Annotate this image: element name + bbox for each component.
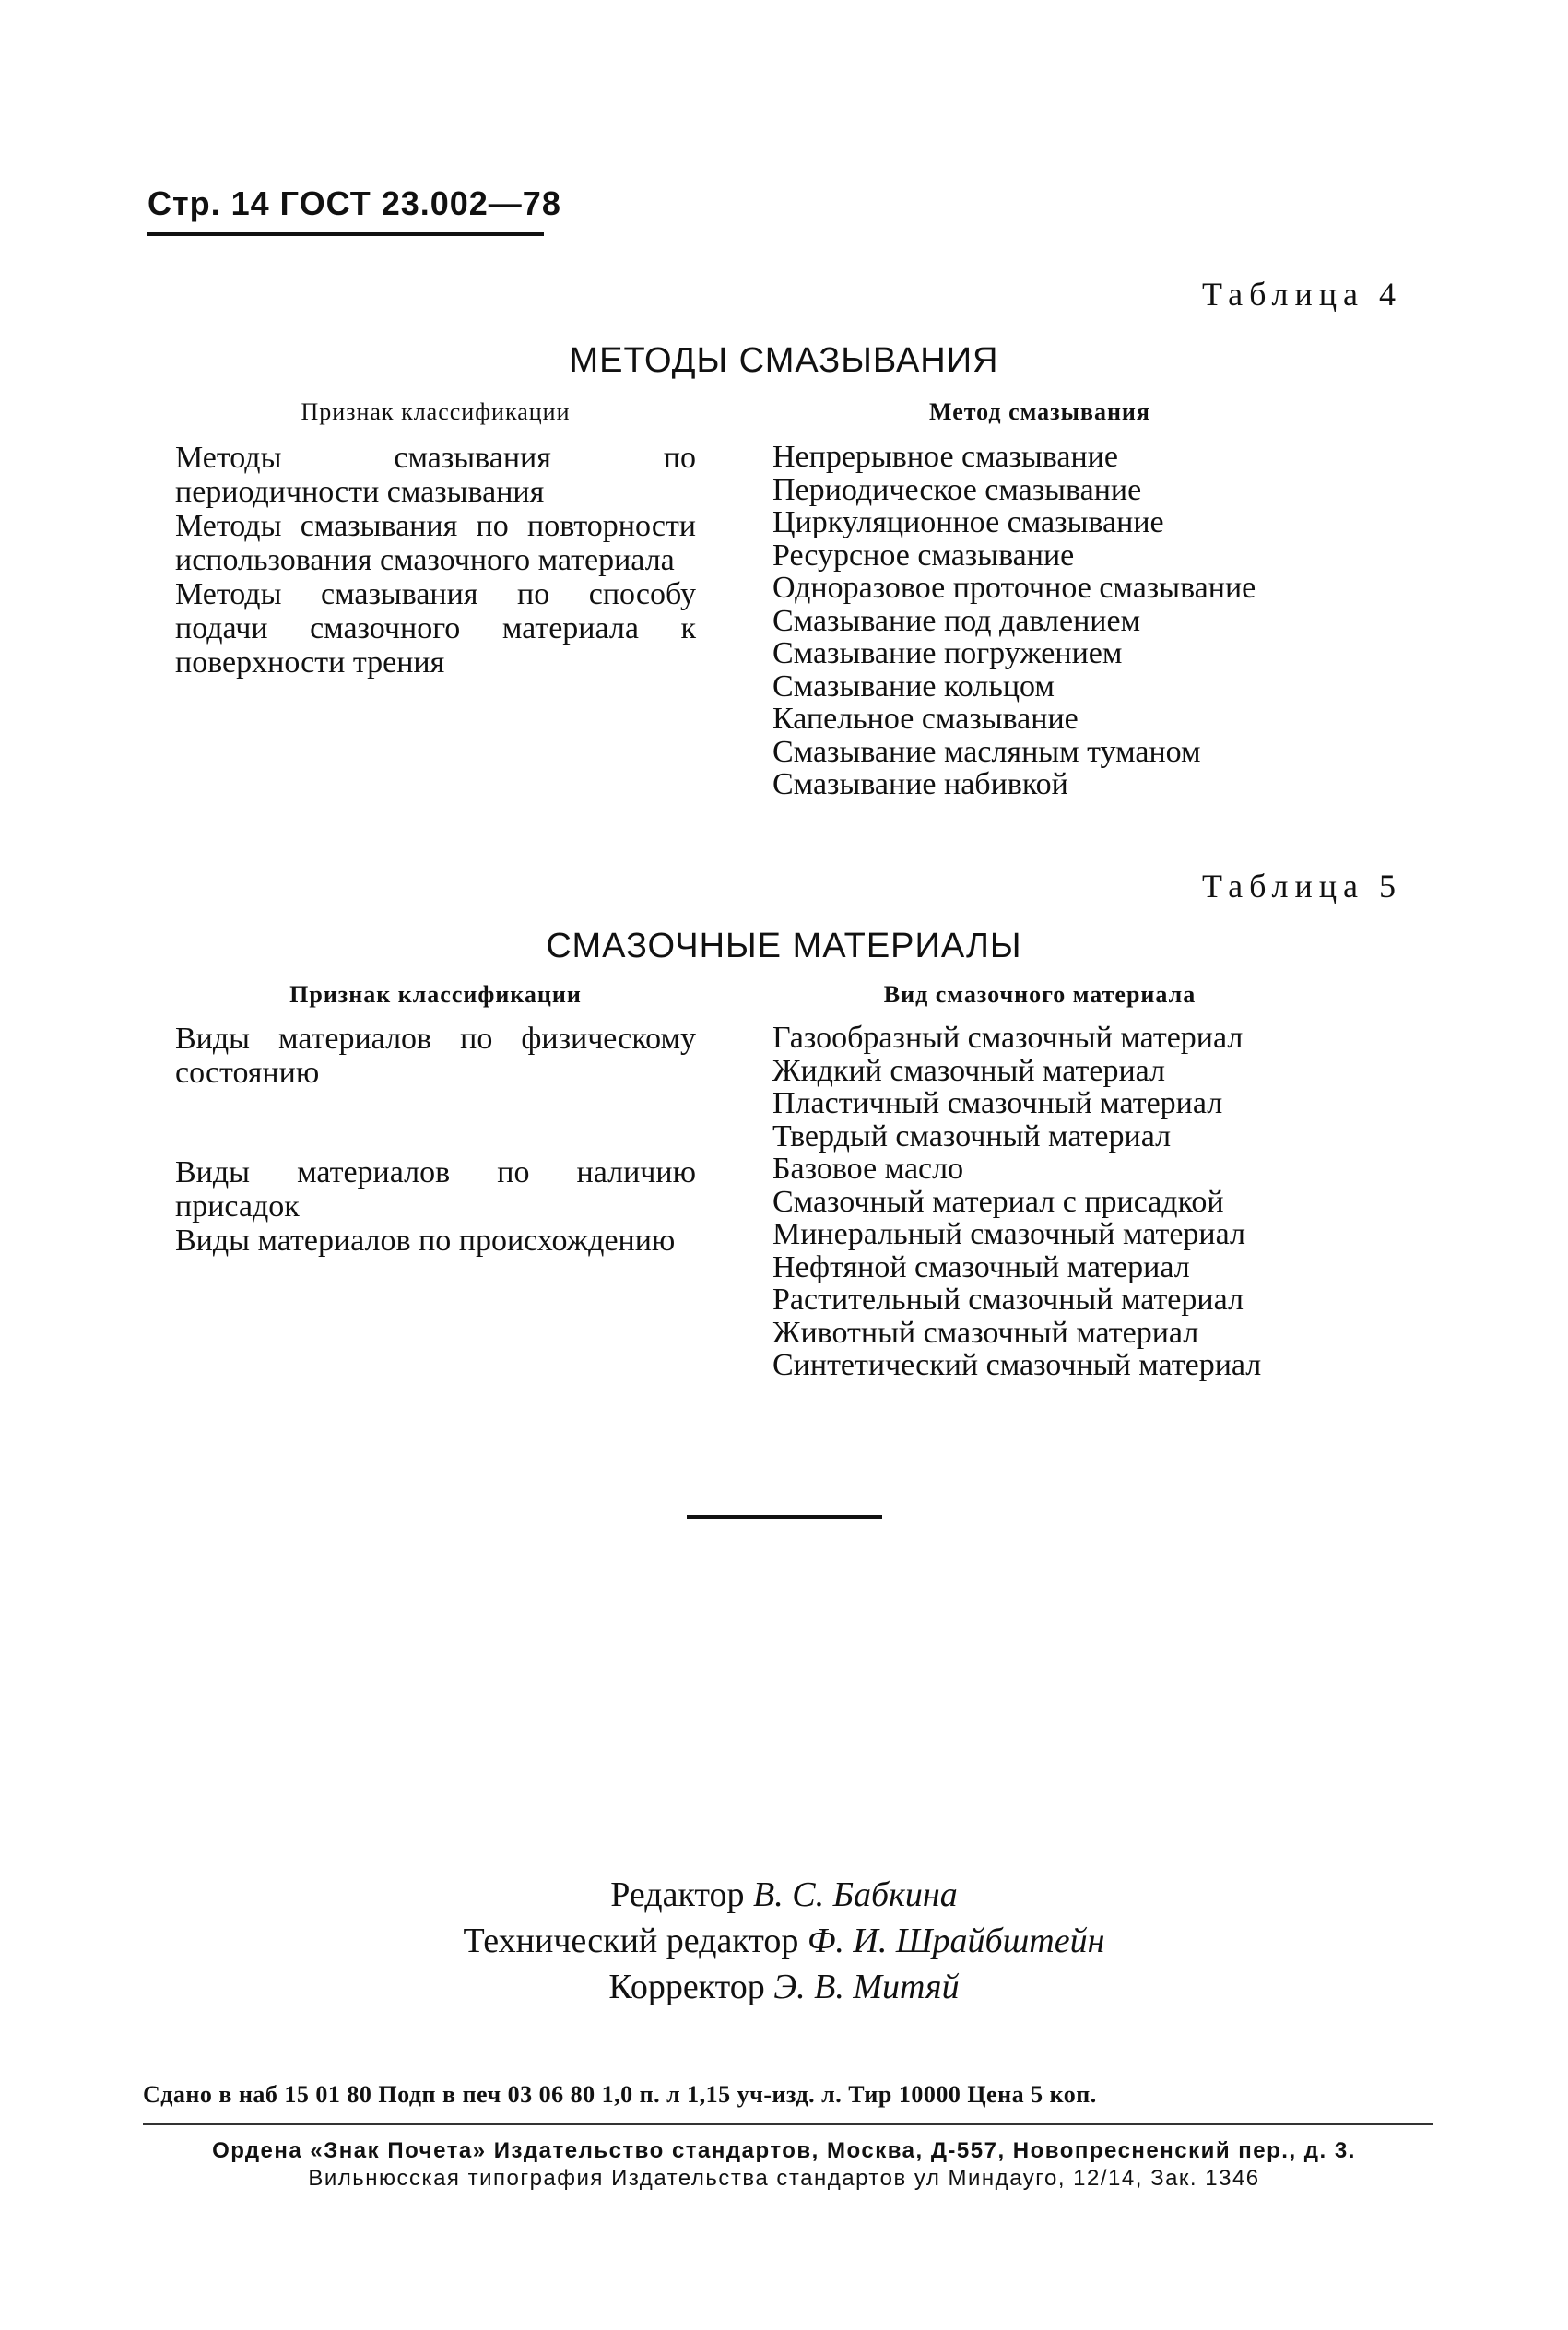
table5-left-column [175,1022,696,1258]
editor-name: В. С. Бабкина [753,1875,958,1914]
page-header: Стр. 14 ГОСТ 23.002—78 [147,184,561,222]
imprint-printer-line: Вильнюсская типография Издательства стандартов ул Миндауго, 12/14, Зак. 1346 [308,2166,1260,2191]
table4-method-item: Ресурсное смазывание [772,538,1075,573]
table4-left-entry: Методы смазывания по способу подачи смазочного материала к поверхности трения [175,577,696,680]
imprint-publisher [0,2137,1568,2193]
imprint-publisher-line: Ордена «Знак Почета» Издательство стандартов, Москва, Д-557, Новопресненский пер., д. 3. [212,2138,1356,2163]
table4-method-item: Циркуляционное смазывание [772,505,1164,539]
table5-left-entry: Виды материалов по физическому состоянию [175,1022,696,1090]
table5-col-right-head: Вид смазочного материала [883,981,1197,1008]
table5-material-item: Растительный смазочный материал [772,1283,1244,1317]
table5-material-item: Синтетический смазочный материал [772,1348,1262,1382]
table4-left-column [175,441,696,680]
corrector-name: Э. В. Митяй [773,1968,960,2006]
table5-left-entry: Виды материалов по происхождению [175,1224,676,1258]
table5-material-item: Нефтяной смазочный материал [772,1249,1190,1284]
header-rule [147,232,544,236]
end-rule [687,1515,882,1519]
table5-material-item: Базовое масло [772,1152,964,1186]
table5-material-item: Животный смазочный материал [772,1315,1199,1350]
table5-col-left-head: Признак классификации [289,981,582,1008]
table5-material-item: Минеральный смазочный материал [772,1217,1245,1251]
table4-left-entry: Методы смазывания по периодичности смазывания [175,441,696,509]
tech-editor-line [0,1918,1568,1964]
table5-material-item: Пластичный смазочный материал [772,1086,1223,1120]
table5-label: Таблица 5 [1202,868,1402,905]
table4-method-item: Смазывание погружением [772,636,1123,670]
table4-method-item: Смазывание масляным туманом [772,734,1201,769]
table4-method-item: Смазывание под давлением [772,603,1141,638]
tech-editor-name: Ф. И. Шрайбштейн [807,1922,1105,1960]
imprint-print-data: Сдано в наб 15 01 80 Подп в печ 03 06 80 1,0 п. л 1,15 уч-изд. л. Тир 10000 Цена 5 коп. [143,2081,1097,2108]
credits-block [0,1872,1568,2010]
table4-col-right-head: Метод смазывания [929,398,1150,425]
table4-left-entry: Методы смазывания по повторности использования смазочного материала [175,509,696,577]
table4-method-item: Одноразовое проточное смазывание [772,571,1256,605]
table5-material-item: Твердый смазочный материал [772,1118,1172,1153]
table4-right-column [772,441,1418,801]
tech-editor-role: Технический редактор [463,1922,799,1960]
table4-method-item: Смазывание набивкой [772,767,1068,801]
table4-method-item: Непрерывное смазывание [772,440,1118,474]
corrector-role: Корректор [608,1968,765,2006]
table5-title: СМАЗОЧНЫЕ МАТЕРИАЛЫ [546,927,1022,965]
imprint-rule [143,2123,1433,2125]
corrector-line [0,1964,1568,2010]
table4-col-left-head: Признак классификации [301,398,571,425]
table5-left-entry: Виды материалов по наличию присадок [175,1155,696,1224]
table5-material-item: Смазочный материал с присадкой [772,1184,1224,1219]
table4-method-item: Периодическое смазывание [772,472,1142,507]
table5-material-item: Газообразный смазочный материал [772,1021,1244,1055]
table4-method-item: Капельное смазывание [772,702,1079,736]
table4-method-item: Смазывание кольцом [772,668,1055,704]
table5-material-item: Жидкий смазочный материал [772,1053,1166,1088]
table4-title: МЕТОДЫ СМАЗЫВАНИЯ [569,341,999,380]
table5-right-column [772,1022,1418,1382]
table4-label: Таблица 4 [1202,276,1402,313]
editor-role: Редактор [610,1875,745,1914]
editor-line [0,1872,1568,1918]
